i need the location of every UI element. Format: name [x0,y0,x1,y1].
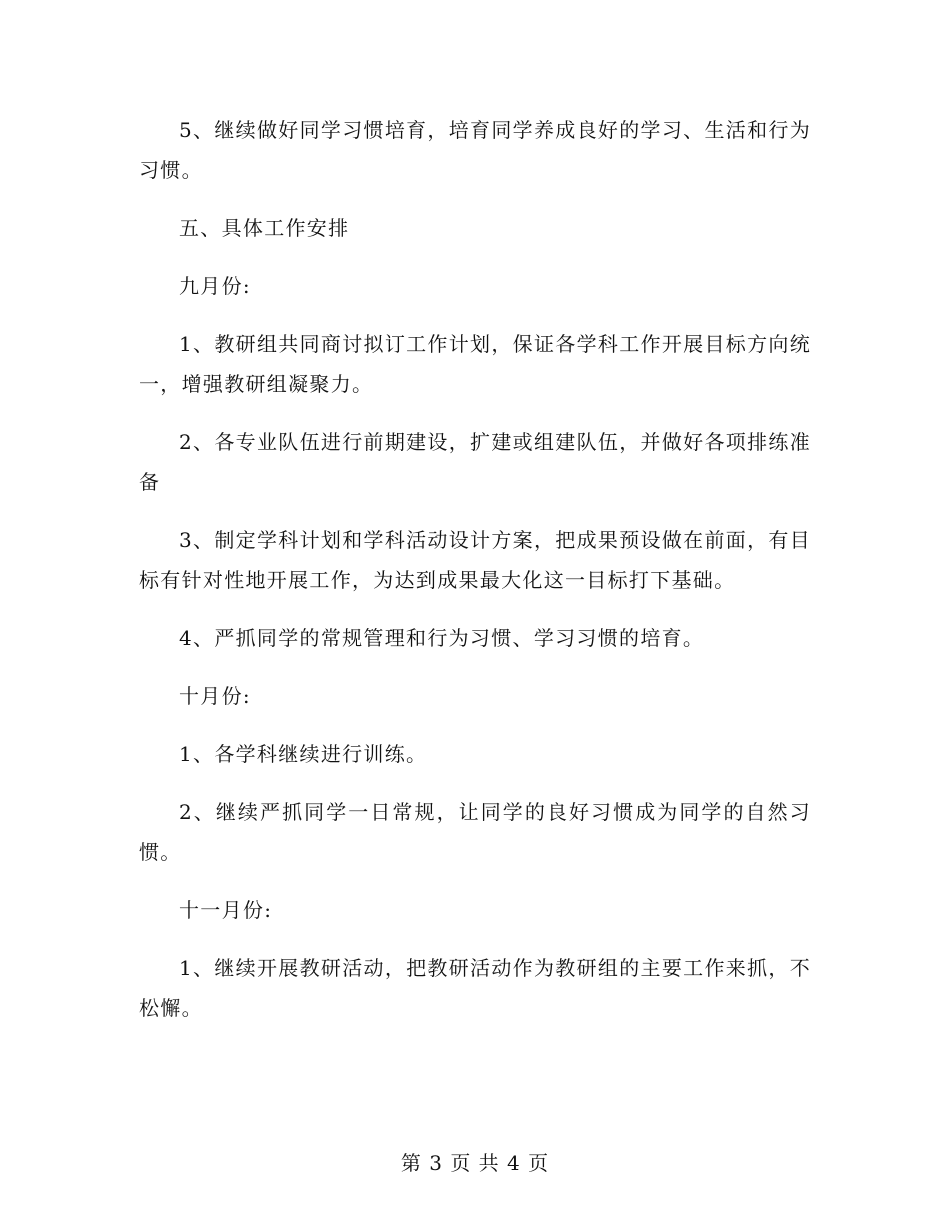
document-body [139,110,811,1028]
month-heading-october: 十月份: [179,684,251,708]
section-heading-work-arrangement: 五、具体工作安排 [179,216,350,240]
paragraph-sept-item-2: 2、各专业队伍进行前期建设，扩建或组建队伍，并做好各项排练准备 [139,430,811,494]
month-heading-september: 九月份: [179,274,251,298]
paragraph-habit-cultivation: 5、继续做好同学习惯培育，培育同学养成良好的学习、生活和行为习惯。 [139,118,811,182]
paragraph-sept-item-1: 1、教研组共同商讨拟订工作计划，保证各学科工作开展目标方向统一，增强教研组凝聚力。 [139,332,811,396]
page-footer: 第 3 页 共 4 页 [400,1151,550,1175]
paragraph-oct-item-2: 2、继续严抓同学一日常规，让同学的良好习惯成为同学的自然习惯。 [139,800,811,864]
paragraph-sept-item-4: 4、严抓同学的常规管理和行为习惯、学习习惯的培育。 [179,626,705,650]
paragraph-nov-item-1: 1、继续开展教研活动，把教研活动作为教研组的主要工作来抓，不松懈。 [139,956,811,1020]
paragraph-sept-item-3: 3、制定学科计划和学科活动设计方案，把成果预设做在前面，有目标有针对性地开展工作，为达到成果最大化这一目标打下基础。 [139,528,811,592]
paragraph-oct-item-1: 1、各学科继续进行训练。 [179,742,428,766]
month-heading-november: 十一月份: [179,898,273,922]
